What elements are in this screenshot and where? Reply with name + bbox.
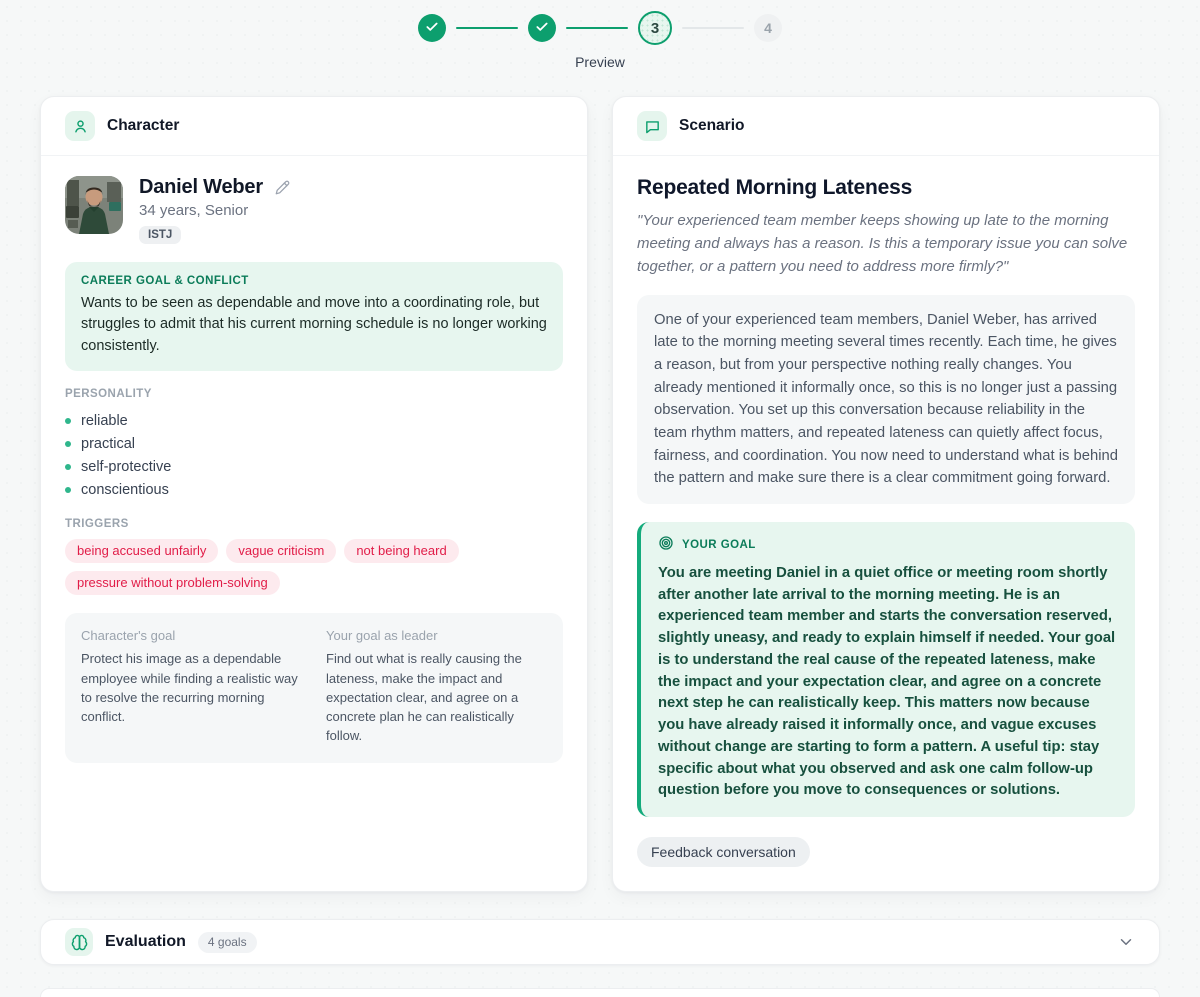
character-card-body <box>41 156 587 787</box>
scenario-description: One of your experienced team members, Daniel Weber, has arrived late to the morning meeting several times recently. Each time, he gives a reason, but from your perspective nothing really changes. You already mentioned it informally once, so this is no longer just a passing observation. You set up this conversation because reliability in the team rhythm matters, and repeated lateness can quietly affect focus, fairness, and coordination. You now need to understand what is behind the pattern and make sure there is a clear commitment going forward. <box>637 295 1135 504</box>
scenario-quote: "Your experienced team member keeps showing up late to the morning meeting and always has a reason. Is this a temporary issue you can solve together, or a pattern you need to address more firmly?" <box>637 212 1128 275</box>
your-goal-text: You are meeting Daniel in a quiet office or meeting room shortly after another late arrival to the morning meeting. He is an experienced team member and starts the conversation reserved, slightly uneasy, and ready to explain himself if needed. Your goal is to understand the real cause of the repeated lateness, make the impact and your expectation clear, and agree on a concrete next step he can realistically keep. This matters now because you have already raised it informally once, and vague excuses without change are starting to form a pattern. A useful tip: stay specific about what you observed and ask one calm follow-up question before you move to consequences or solutions. <box>658 564 1116 799</box>
career-goal-label: CAREER GOAL & CONFLICT <box>81 275 249 287</box>
your-goal-box <box>637 522 1135 817</box>
stepper-step-3[interactable]: 3 <box>638 11 672 45</box>
stepper-connector <box>566 27 628 29</box>
triggers-label: TRIGGERS <box>65 518 129 531</box>
trigger-tag: being accused unfairly <box>65 539 218 563</box>
character-card-header <box>41 97 587 156</box>
character-identity <box>139 176 292 244</box>
trigger-tag: not being heard <box>344 539 458 563</box>
personality-trait: self-protective <box>65 455 563 478</box>
pencil-icon <box>275 183 290 198</box>
character-avatar <box>65 176 123 234</box>
evaluation-title: Evaluation <box>105 933 186 951</box>
preview-cards <box>40 96 1160 892</box>
edit-character-button[interactable] <box>273 178 292 197</box>
trigger-tag: vague criticism <box>226 539 336 563</box>
personality-trait: practical <box>65 432 563 455</box>
personality-trait: reliable <box>65 409 563 432</box>
bullet-dot-icon <box>65 464 71 470</box>
career-goal-text: Wants to be seen as dependable and move into a coordinating role, but struggles to admit that his current morning schedule is no longer working consistently. <box>81 295 547 354</box>
character-card-title: Character <box>107 117 180 134</box>
triggers-list <box>65 539 563 595</box>
character-profile <box>65 176 563 244</box>
stepper-step-4[interactable]: 4 <box>754 14 782 42</box>
trigger-tag: pressure without problem-solving <box>65 571 280 595</box>
character-card <box>40 96 588 892</box>
personality-label: PERSONALITY <box>65 388 152 401</box>
check-icon <box>535 20 549 37</box>
stepper-step-2[interactable] <box>528 14 556 42</box>
leader-goal-title: Your goal as leader <box>326 628 438 644</box>
goals-box <box>65 613 563 762</box>
career-goal-box <box>65 262 563 371</box>
character-goal-text: Protect his image as a dependable employee while finding a realistic way to resolve the recurring morning conflict. <box>81 651 298 725</box>
scenario-title: Repeated Morning Lateness <box>637 176 913 199</box>
next-card-edge <box>40 988 1160 997</box>
brain-icon <box>65 928 93 956</box>
bullet-dot-icon <box>65 487 71 493</box>
leader-goal-text: Find out what is really causing the lateness, make the impact and expectation clear, and agree on a concrete plan he can realistically follow. <box>326 651 522 744</box>
leader-goal-column <box>326 628 547 745</box>
scenario-card-header <box>613 97 1159 156</box>
mbti-badge: ISTJ <box>139 226 181 244</box>
personality-list <box>65 409 563 501</box>
stepper-connector <box>682 27 744 29</box>
your-goal-label: YOUR GOAL <box>682 539 756 552</box>
scenario-card-body <box>613 156 1159 891</box>
personality-trait: conscientious <box>65 478 563 501</box>
character-goal-title: Character's goal <box>81 628 176 644</box>
bullet-dot-icon <box>65 441 71 447</box>
character-goal-column <box>81 628 302 745</box>
evaluation-goals-badge: 4 goals <box>198 932 257 953</box>
check-icon <box>425 20 439 37</box>
stepper <box>0 11 1200 45</box>
stepper-connector <box>456 27 518 29</box>
person-icon <box>65 111 95 141</box>
target-icon <box>658 535 674 556</box>
stepper-step-1[interactable] <box>418 14 446 42</box>
conversation-type-chip: Feedback conversation <box>637 837 810 867</box>
character-meta: 34 years, Senior <box>139 202 249 219</box>
bullet-dot-icon <box>65 418 71 424</box>
evaluation-accordion[interactable] <box>40 919 1160 965</box>
character-name: Daniel Weber <box>139 176 263 198</box>
stepper-label: Preview <box>575 54 625 70</box>
scenario-card <box>612 96 1160 892</box>
scenario-card-title: Scenario <box>679 117 745 134</box>
chevron-down-icon[interactable] <box>1117 933 1135 951</box>
speech-bubble-icon <box>637 111 667 141</box>
